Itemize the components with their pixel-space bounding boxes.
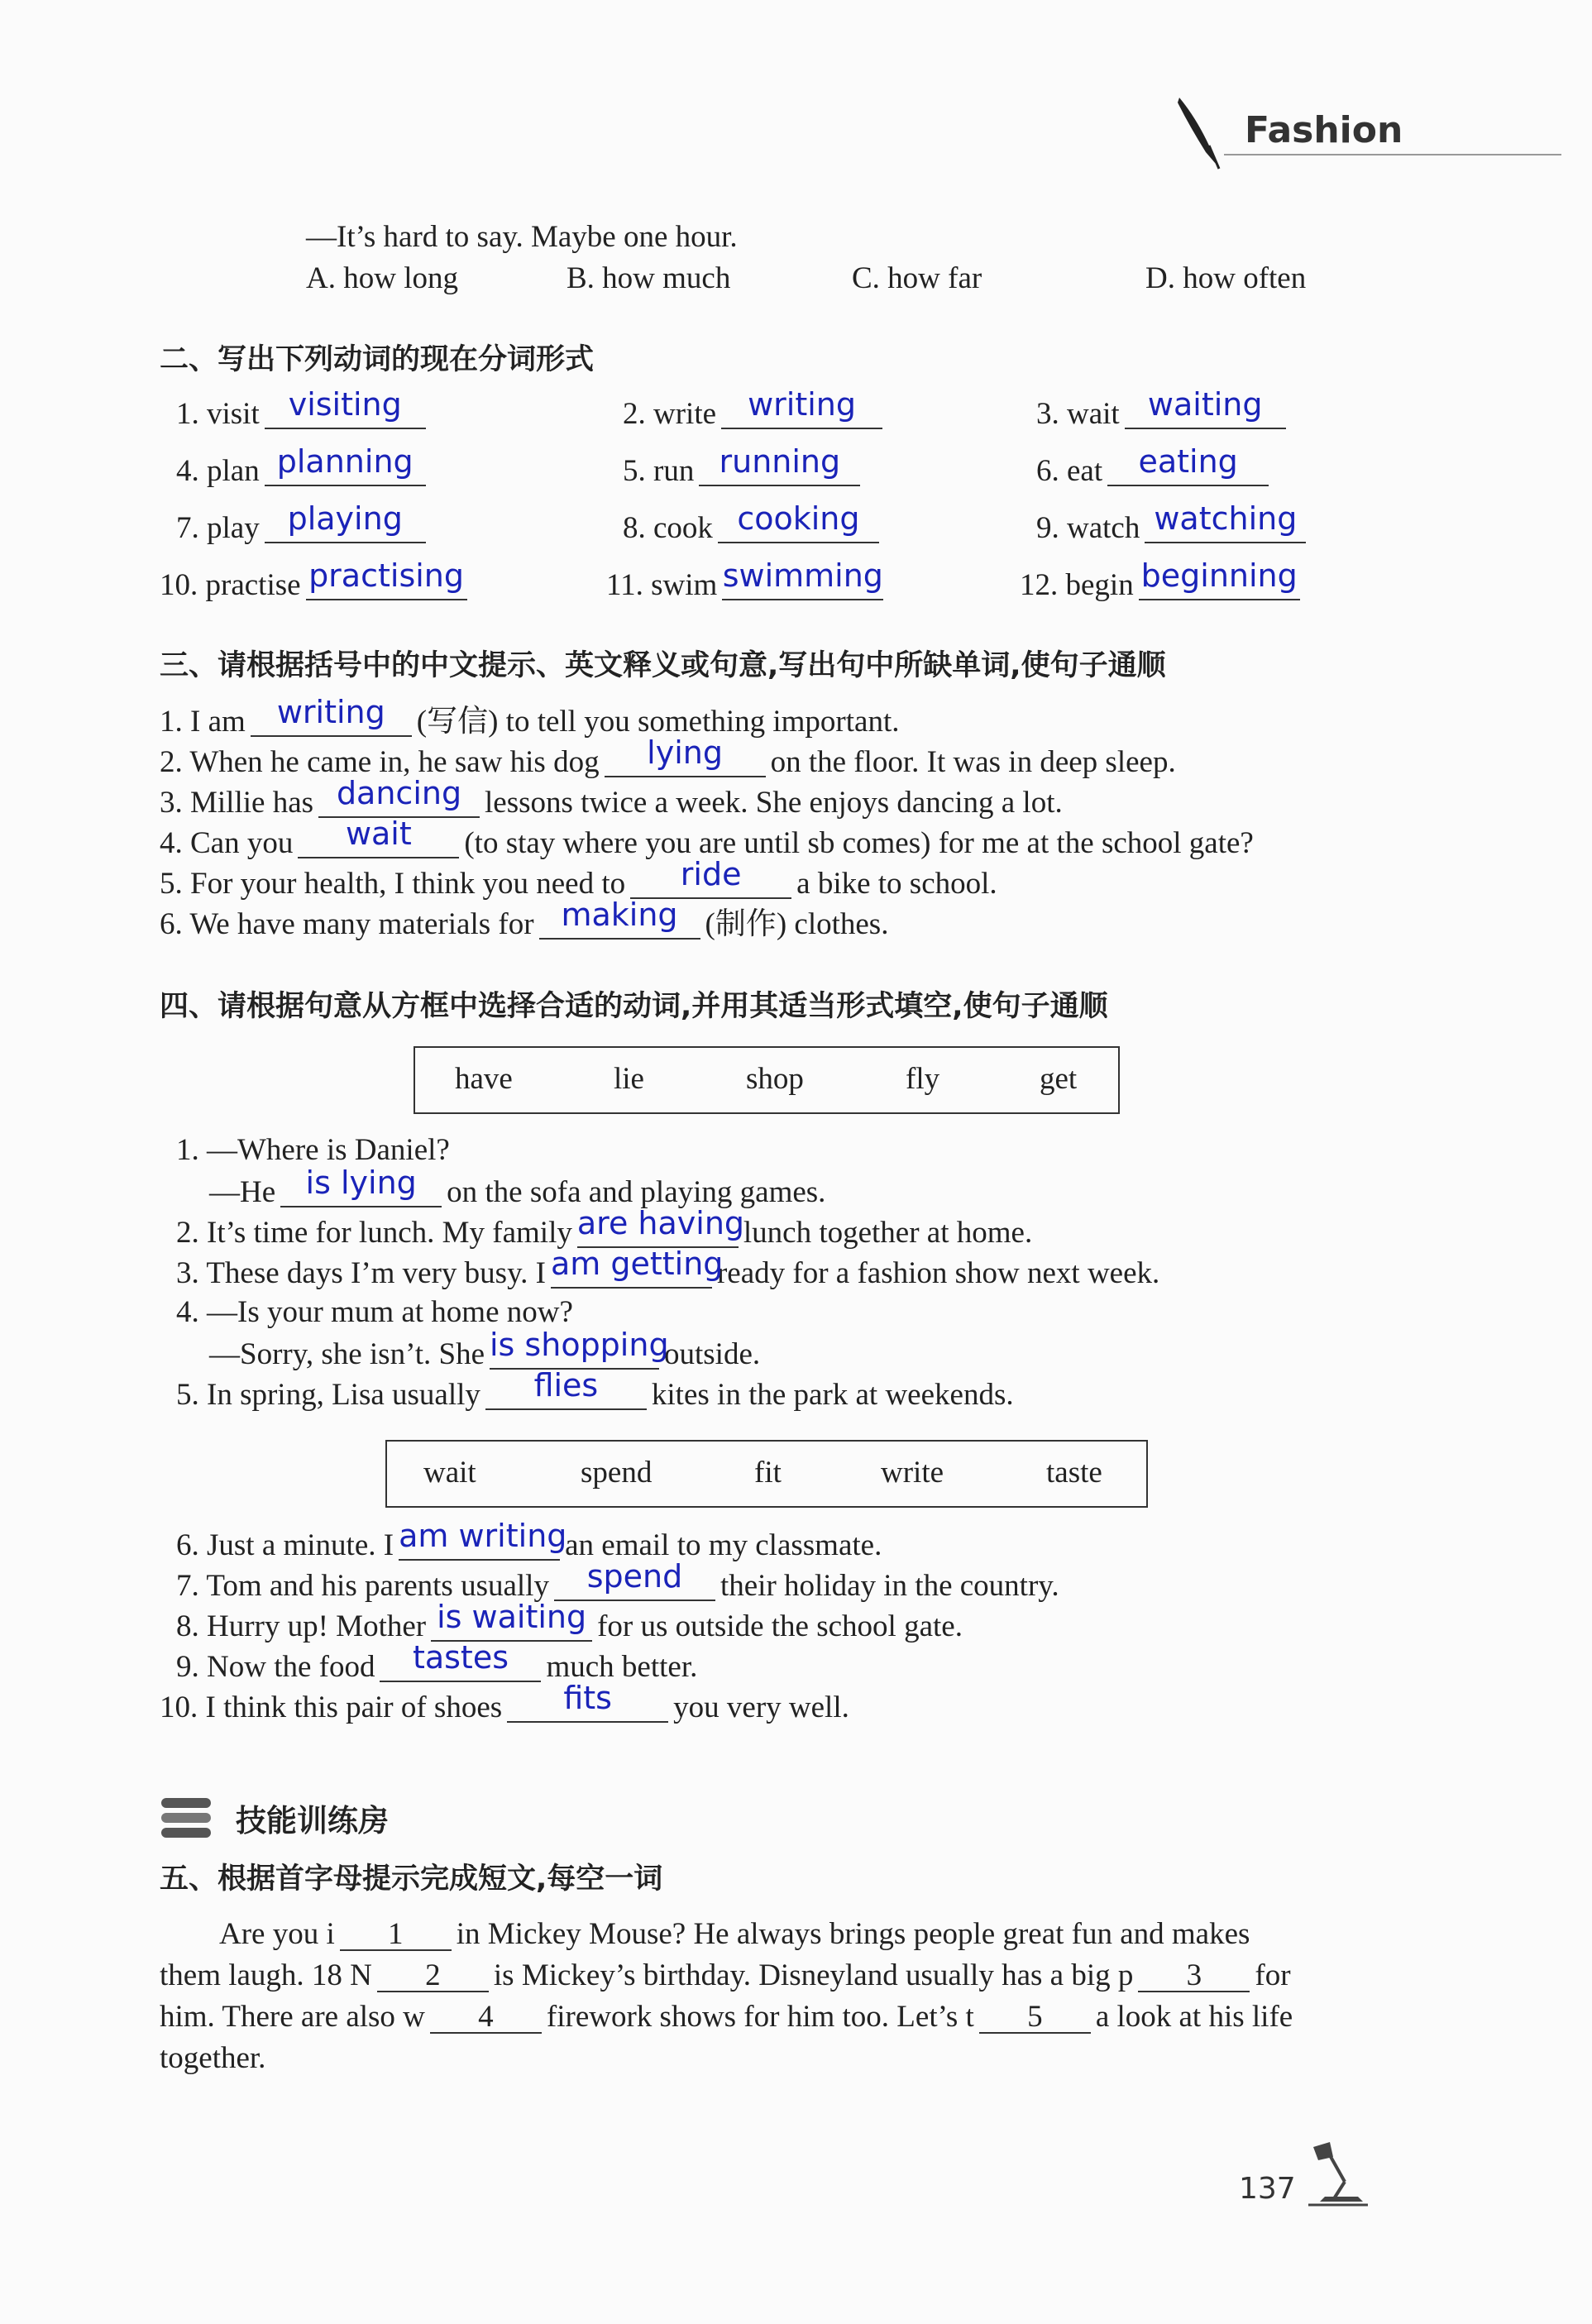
section-3-heading: 三、请根据括号中的中文提示、英文释义或句意,写出句中所缺单词,使句子通顺	[160, 649, 1166, 682]
passage-blank-1[interactable]: 1	[340, 1916, 452, 1951]
box-word: shop	[746, 1062, 804, 1096]
skills-title: 技能训练房	[236, 1803, 389, 1839]
section-4-heading: 四、请根据句意从方框中选择合适的动词,并用其适当形式填空,使句子通顺	[160, 990, 1108, 1023]
answer-blank[interactable]: practising	[306, 566, 467, 600]
option-a: A. how long	[306, 261, 458, 295]
answer-blank[interactable]: wait	[298, 824, 459, 858]
sentence-2: 2. When he came in, he saw his dog lying on the floor. It was in deep sleep.	[160, 734, 1176, 779]
passage-blank-5[interactable]: 5	[979, 1999, 1091, 2034]
answer-blank[interactable]: writing	[721, 395, 882, 429]
q4-1-question: 1. —Where is Daniel?	[176, 1133, 450, 1167]
passage-line-1: Are you i 1 in Mickey Mouse? He always brings people great fun and makes	[219, 1917, 1250, 1951]
item-plan: 4. plan planning	[176, 452, 431, 490]
page-number: 137	[1239, 2172, 1296, 2206]
passage-line-3: him. There are also w 4 firework shows for him too. Let’s t 5 a look at his life	[160, 2000, 1293, 2034]
item-wait: 3. wait waiting	[1036, 395, 1291, 433]
pen-icon	[1173, 93, 1224, 172]
q4-5: 5. In spring, Lisa usually flies kites in the park at weekends.	[176, 1367, 1014, 1412]
q4-10: 10. I think this pair of shoes fits you very well.	[160, 1680, 849, 1724]
box-word: write	[881, 1456, 944, 1490]
answer-blank[interactable]: spend	[554, 1566, 715, 1601]
passage-blank-2[interactable]: 2	[377, 1958, 489, 1992]
header-rule	[1224, 154, 1561, 155]
box-word: get	[1040, 1062, 1078, 1096]
passage-line-4: together.	[160, 2041, 266, 2075]
passage-blank-4[interactable]: 4	[430, 1999, 542, 2034]
section-2-heading: 二、写出下列动词的现在分词形式	[160, 343, 595, 376]
answer-blank[interactable]: is shopping	[490, 1335, 659, 1370]
q4-7: 7. Tom and his parents usually spend their holiday in the country.	[176, 1558, 1059, 1603]
word-box-2	[385, 1440, 1148, 1508]
q4-4-question: 4. —Is your mum at home now?	[176, 1295, 573, 1329]
q-reply: —It’s hard to say. Maybe one hour.	[306, 220, 738, 254]
q4-6: 6. Just a minute. I am writingan email to my classmate.	[176, 1518, 882, 1562]
option-b: B. how much	[567, 261, 731, 295]
option-c: C. how far	[852, 261, 982, 295]
answer-blank[interactable]: swimming	[722, 566, 883, 600]
answer-blank[interactable]: am writing	[399, 1526, 560, 1561]
sentence-3: 3. Millie has dancing lessons twice a week. She enjoys dancing a lot.	[160, 775, 1063, 820]
item-swim: 11. swim swimming	[606, 557, 883, 602]
answer-blank[interactable]: cooking	[718, 509, 879, 543]
q4-1-answer-line: —He is lying on the sofa and playing games.	[209, 1164, 826, 1209]
answer-blank[interactable]: visiting	[265, 395, 426, 429]
item-visit: 1. visit visiting	[176, 395, 431, 433]
box-word: fly	[906, 1062, 940, 1096]
answer-blank[interactable]: is lying	[280, 1173, 442, 1207]
item-write: 2. write writing	[623, 395, 887, 433]
answer-blank[interactable]: ride	[630, 864, 791, 899]
item-practise: 10. practise practising	[160, 566, 472, 604]
answer-blank[interactable]: beginning	[1139, 566, 1300, 600]
answer-blank[interactable]: is waiting	[431, 1607, 592, 1642]
answer-blank[interactable]: flies	[485, 1375, 647, 1410]
lamp-icon	[1305, 2139, 1371, 2208]
answer-blank[interactable]: making	[539, 905, 700, 940]
box-word: fit	[754, 1456, 782, 1490]
q4-9: 9. Now the food tastes much better.	[176, 1639, 698, 1684]
answer-blank[interactable]: playing	[265, 509, 426, 543]
sentence-4: 4. Can you wait (to stay where you are until sb comes) for me at the school gate?	[160, 815, 1254, 860]
box-word: have	[455, 1062, 513, 1096]
q4-3: 3. These days I’m very busy. I am gettingready for a fashion show next week.	[176, 1246, 1160, 1290]
item-play: 7. play playing	[176, 509, 431, 547]
section-5-heading: 五、根据首字母提示完成短文,每空一词	[160, 1863, 663, 1896]
sentence-1: 1. I am writing (写信) to tell you something important.	[160, 694, 900, 739]
answer-blank[interactable]: are having	[577, 1213, 739, 1248]
answer-blank[interactable]: watching	[1145, 509, 1306, 543]
item-begin: 12. begin beginning	[1020, 566, 1305, 604]
passage-blank-3[interactable]: 3	[1138, 1958, 1250, 1992]
answer-blank[interactable]: writing	[251, 702, 412, 737]
item-watch: 9. watch watching	[1036, 509, 1311, 547]
passage-line-2: them laugh. 18 N 2 is Mickey’s birthday. Disneyland usually has a big p 3 for	[160, 1958, 1291, 1992]
answer-blank[interactable]: eating	[1107, 452, 1269, 486]
item-run: 5. run running	[623, 452, 865, 490]
sentence-6: 6. We have many materials for making (制作) clothes.	[160, 897, 889, 941]
sentence-5: 5. For your health, I think you need to ride a bike to school.	[160, 856, 997, 901]
box-word: spend	[581, 1456, 653, 1490]
answer-blank[interactable]: running	[699, 452, 860, 486]
item-eat: 6. eat eating	[1036, 452, 1274, 490]
option-d: D. how often	[1145, 261, 1307, 295]
answer-blank[interactable]: planning	[265, 452, 426, 486]
answer-blank[interactable]: fits	[507, 1688, 668, 1723]
q4-2: 2. It’s time for lunch. My family are havinglunch together at home.	[176, 1205, 1033, 1250]
answer-blank[interactable]: waiting	[1125, 395, 1286, 429]
word-box-1	[414, 1046, 1120, 1114]
answer-blank[interactable]: dancing	[318, 783, 480, 818]
q4-8: 8. Hurry up! Mother is waiting for us outside the school gate.	[176, 1599, 963, 1643]
box-word: lie	[614, 1062, 644, 1096]
answer-blank[interactable]: lying	[605, 743, 766, 777]
answer-blank[interactable]: am getting	[551, 1254, 712, 1289]
chapter-title: Fashion	[1245, 109, 1403, 151]
box-word: wait	[423, 1456, 476, 1490]
stack-icon	[160, 1796, 214, 1843]
box-word: taste	[1046, 1456, 1102, 1490]
answer-blank[interactable]: tastes	[380, 1647, 541, 1682]
q4-4-answer-line: —Sorry, she isn’t. She is shoppingoutside.	[209, 1327, 761, 1371]
item-cook: 8. cook cooking	[623, 509, 884, 547]
